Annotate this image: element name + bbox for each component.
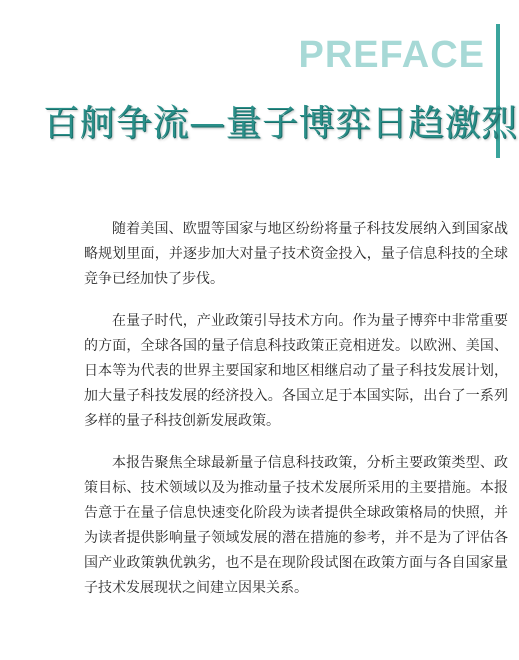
body-text <box>84 217 508 618</box>
preface-label: PREFACE <box>298 34 485 76</box>
paragraph: 在量子时代，产业政策引导技术方向。作为量子博弈中非常重要的方面，全球各国的量子信息科技政策正竞相迸发。以欧洲、美国、日本等为代表的世界主要国家和地区相继启动了量子科技发展计划，加大量子科技发展的经济投入。各国立足于本国实际，出台了一系列多样的量子科技创新发展政策。 <box>84 313 508 429</box>
page-title: 百舸争流—量子博弈日趋激烈 <box>43 103 518 144</box>
paragraph: 本报告聚焦全球最新量子信息科技政策，分析主要政策类型、政策目标、技术领域以及为推动量子技术发展所采用的主要措施。本报告意于在量子信息快速变化阶段为读者提供全球政策格局的快照，并为读者提供影响量子领域发展的潜在措施的参考，并不是为了评估各国产业政策孰优孰劣，也不是在现阶段试图在政策方面与各自国家量子技术发展现状之间建立因果关系。 <box>84 455 508 596</box>
paragraph: 随着美国、欧盟等国家与地区纷纷将量子科技发展纳入到国家战略规划里面，并逐步加大对量子技术资金投入，量子信息科技的全球竞争已经加快了步伐。 <box>84 221 508 287</box>
